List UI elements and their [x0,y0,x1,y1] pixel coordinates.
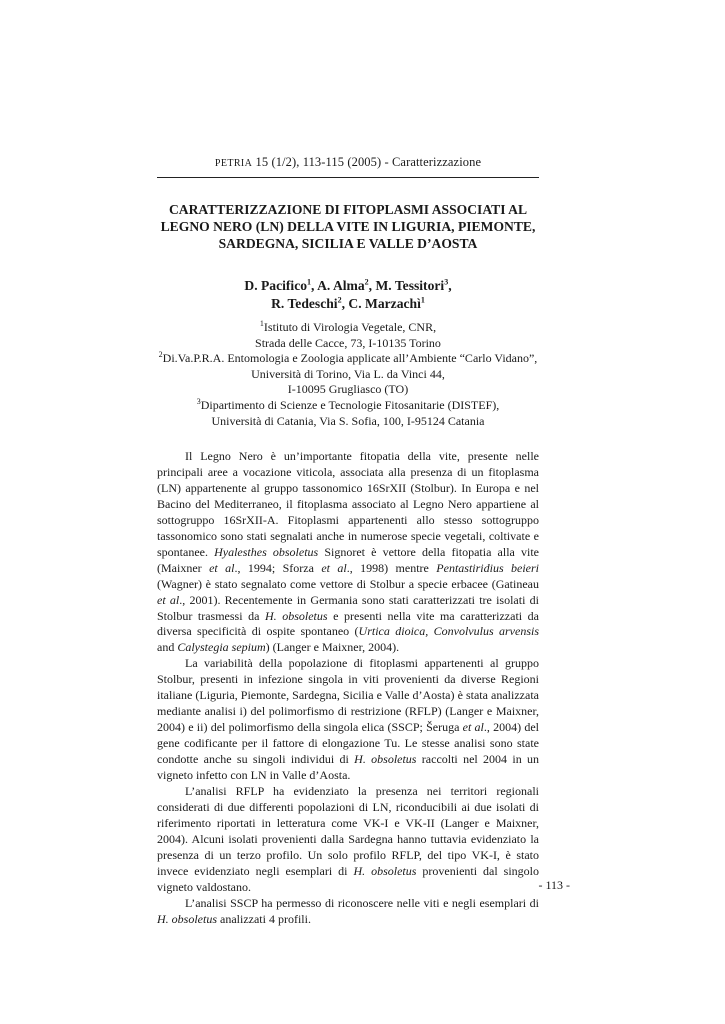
header-rule [157,177,539,178]
author-name: R. Tedeschi [271,295,338,311]
affiliation-mark: 3 [196,396,201,406]
et-al: et al [321,560,347,575]
author-sep: , [311,278,318,293]
text-run: provenienti dal singolo vigneto valdostano. [157,863,540,894]
author-name: A. Alma [317,278,365,293]
author-line [150,277,546,295]
author-affil-mark: 1 [307,277,312,287]
title-line: CARATTERIZZAZIONE DI FITOPLASMI ASSOCIATI AL [168,202,528,217]
author-name: D. Pacifico [244,278,308,293]
text-run: La variabilità della popolazione di fitoplasmi appartenenti al gruppo Stolbur, presenti in infezione singola in viti provenienti da diverse Regioni italiane (Liguria, Piemonte, Sardegna, Sicilia e Valle d’Aosta) è stata analizzata mediante analisi i) del polimorfismo di restrizione (RFLP) (Langer e Maixner, 2004) e ii) del polimorfismo della singola elica (SSCP; Šeruga [157,656,539,735]
paragraph [157,784,539,896]
text-run: and [157,640,178,655]
text-run: ., 2004) del gene codificante per il fattore di elongazione Tu. Le stesse analisi sono state condotte anche su singoli individui di [157,720,539,767]
text-run: analizzati 4 profili. [217,911,311,926]
species-name: Pentastiridius beieri [436,560,540,575]
species-name: Urtica dioica, Convolvulus arvensis [358,624,539,639]
text-run: ., 2001). Recentemente in Germania sono stati caratterizzati tre isolati di Stolbur trasmessi da [157,592,539,623]
abstract-body [157,449,539,928]
affiliation-line: Università di Catania, Via S. Sofia, 100, I-95124 Catania [211,413,485,428]
title-line: SARDEGNA, SICILIA E VALLE D’AOSTA [218,236,478,251]
text-run: Signoret è vettore della fitopatia alla vite (Maixner [157,544,539,575]
affiliation-text: Istituto di Virologia Vegetale, CNR, [263,320,437,334]
text-run: L’analisi RFLP ha evidenziato la presenza nei territori regionali considerati di due differenti popolazioni di LN, riconducibili ai due isolati di riferimento riportati in letteratura come VK-I e VK-II (Langer e Maixner, 2004). Alcuni isolati provenienti dalla Sardegna hanno tuttavia evidenziato la presenza di un terzo profilo. Un solo profilo RFLP, del tipo VK-I, è stato invece evidenziato negli esemplari di [157,784,539,878]
page-number: - 113 - [538,878,570,892]
species-name: H. obsoletus [353,863,417,878]
text-run: raccolti nel 2004 in un vigneto infetto con LN in Valle d’Aosta. [157,752,539,783]
text-run: (Wagner) è stato segnalato come vettore di Stolbur a specie erbacee (Gatineau [157,576,539,591]
author-affil-mark: 1 [420,294,425,304]
affiliation-line: Strada delle Cacce, 73, I-10135 Torino [255,335,441,350]
journal-citation: 15 (1/2), 113-115 (2005) - Caratterizzazione [255,155,482,169]
text-run: ., 1998) mentre [346,560,437,575]
species-name: H. obsoletus [157,911,217,926]
affiliation-line: Università di Torino, Via L. da Vinci 44, [251,366,445,381]
paper-title [150,201,546,252]
affiliation-mark: 2 [158,350,163,360]
journal-name: PETRIA [214,158,253,169]
affiliation-mark: 1 [259,319,264,328]
et-al: et al [209,560,235,575]
paragraph [157,449,539,656]
species-name: Hyalesthes obsoletus [214,544,319,559]
species-name: Calystegia sepium [177,640,266,655]
author-line [150,295,546,313]
author-affil-mark: 3 [444,277,449,287]
author-name: C. Marzachì [348,295,421,311]
text-run: Il Legno Nero è un’importante fitopatia della vite, presente nelle principali aree a vocazione viticola, associata alla presenza di un fitoplasma (LN) appartenente al gruppo tassonomico 16SrXII (Stolbur). In Europa e nel Bacino del Mediterraneo, il fitoplasma associato al Legno Nero appartiene al sottogruppo 16SrXII-A. Fitoplasmi appartenenti allo stesso sottogruppo tassonomico sono stati segnalati anche in numerose specie vegetali, coltivate e spontanee. [157,449,539,559]
author-affil-mark: 2 [337,294,342,304]
text-run: ., 1994; Sforza [234,560,322,575]
text-run: L’analisi SSCP ha permesso di riconoscere nelle viti e negli esemplari di [185,895,539,910]
author-affil-mark: 2 [364,277,369,287]
author-list [150,277,546,312]
affiliation-text: Dipartimento di Scienze e Tecnologie Fitosanitarie (DISTEF), [200,397,500,412]
paragraph [157,656,539,784]
et-al: et al [462,720,484,735]
affiliations [150,320,546,429]
affiliation-line [150,351,546,367]
author-name: M. Tessitori [375,278,445,293]
species-name: H. obsoletus [354,752,417,767]
species-name: H. obsoletus [265,608,328,623]
author-sep: , [368,278,376,293]
text-run: ) (Langer e Maixner, 2004). [265,640,400,655]
affiliation-line [150,320,546,336]
paragraph [157,896,539,928]
running-header [157,155,539,170]
affiliation-line: I-10095 Grugliasco (TO) [287,382,409,397]
text-run: e presenti nella vite ma caratterizzati da diversa specificità di ospite spontaneo ( [157,608,540,639]
author-sep: , [341,295,349,311]
title-line: LEGNO NERO (LN) DELLA VITE IN LIGURIA, PIEMONTE, [160,219,536,234]
author-sep: , [448,278,452,293]
affiliation-text: Di.Va.P.R.A. Entomologia e Zoologia applicate all’Ambiente “Carlo Vidano”, [162,351,538,366]
et-al: et al [157,592,180,607]
affiliation-line [150,398,546,414]
